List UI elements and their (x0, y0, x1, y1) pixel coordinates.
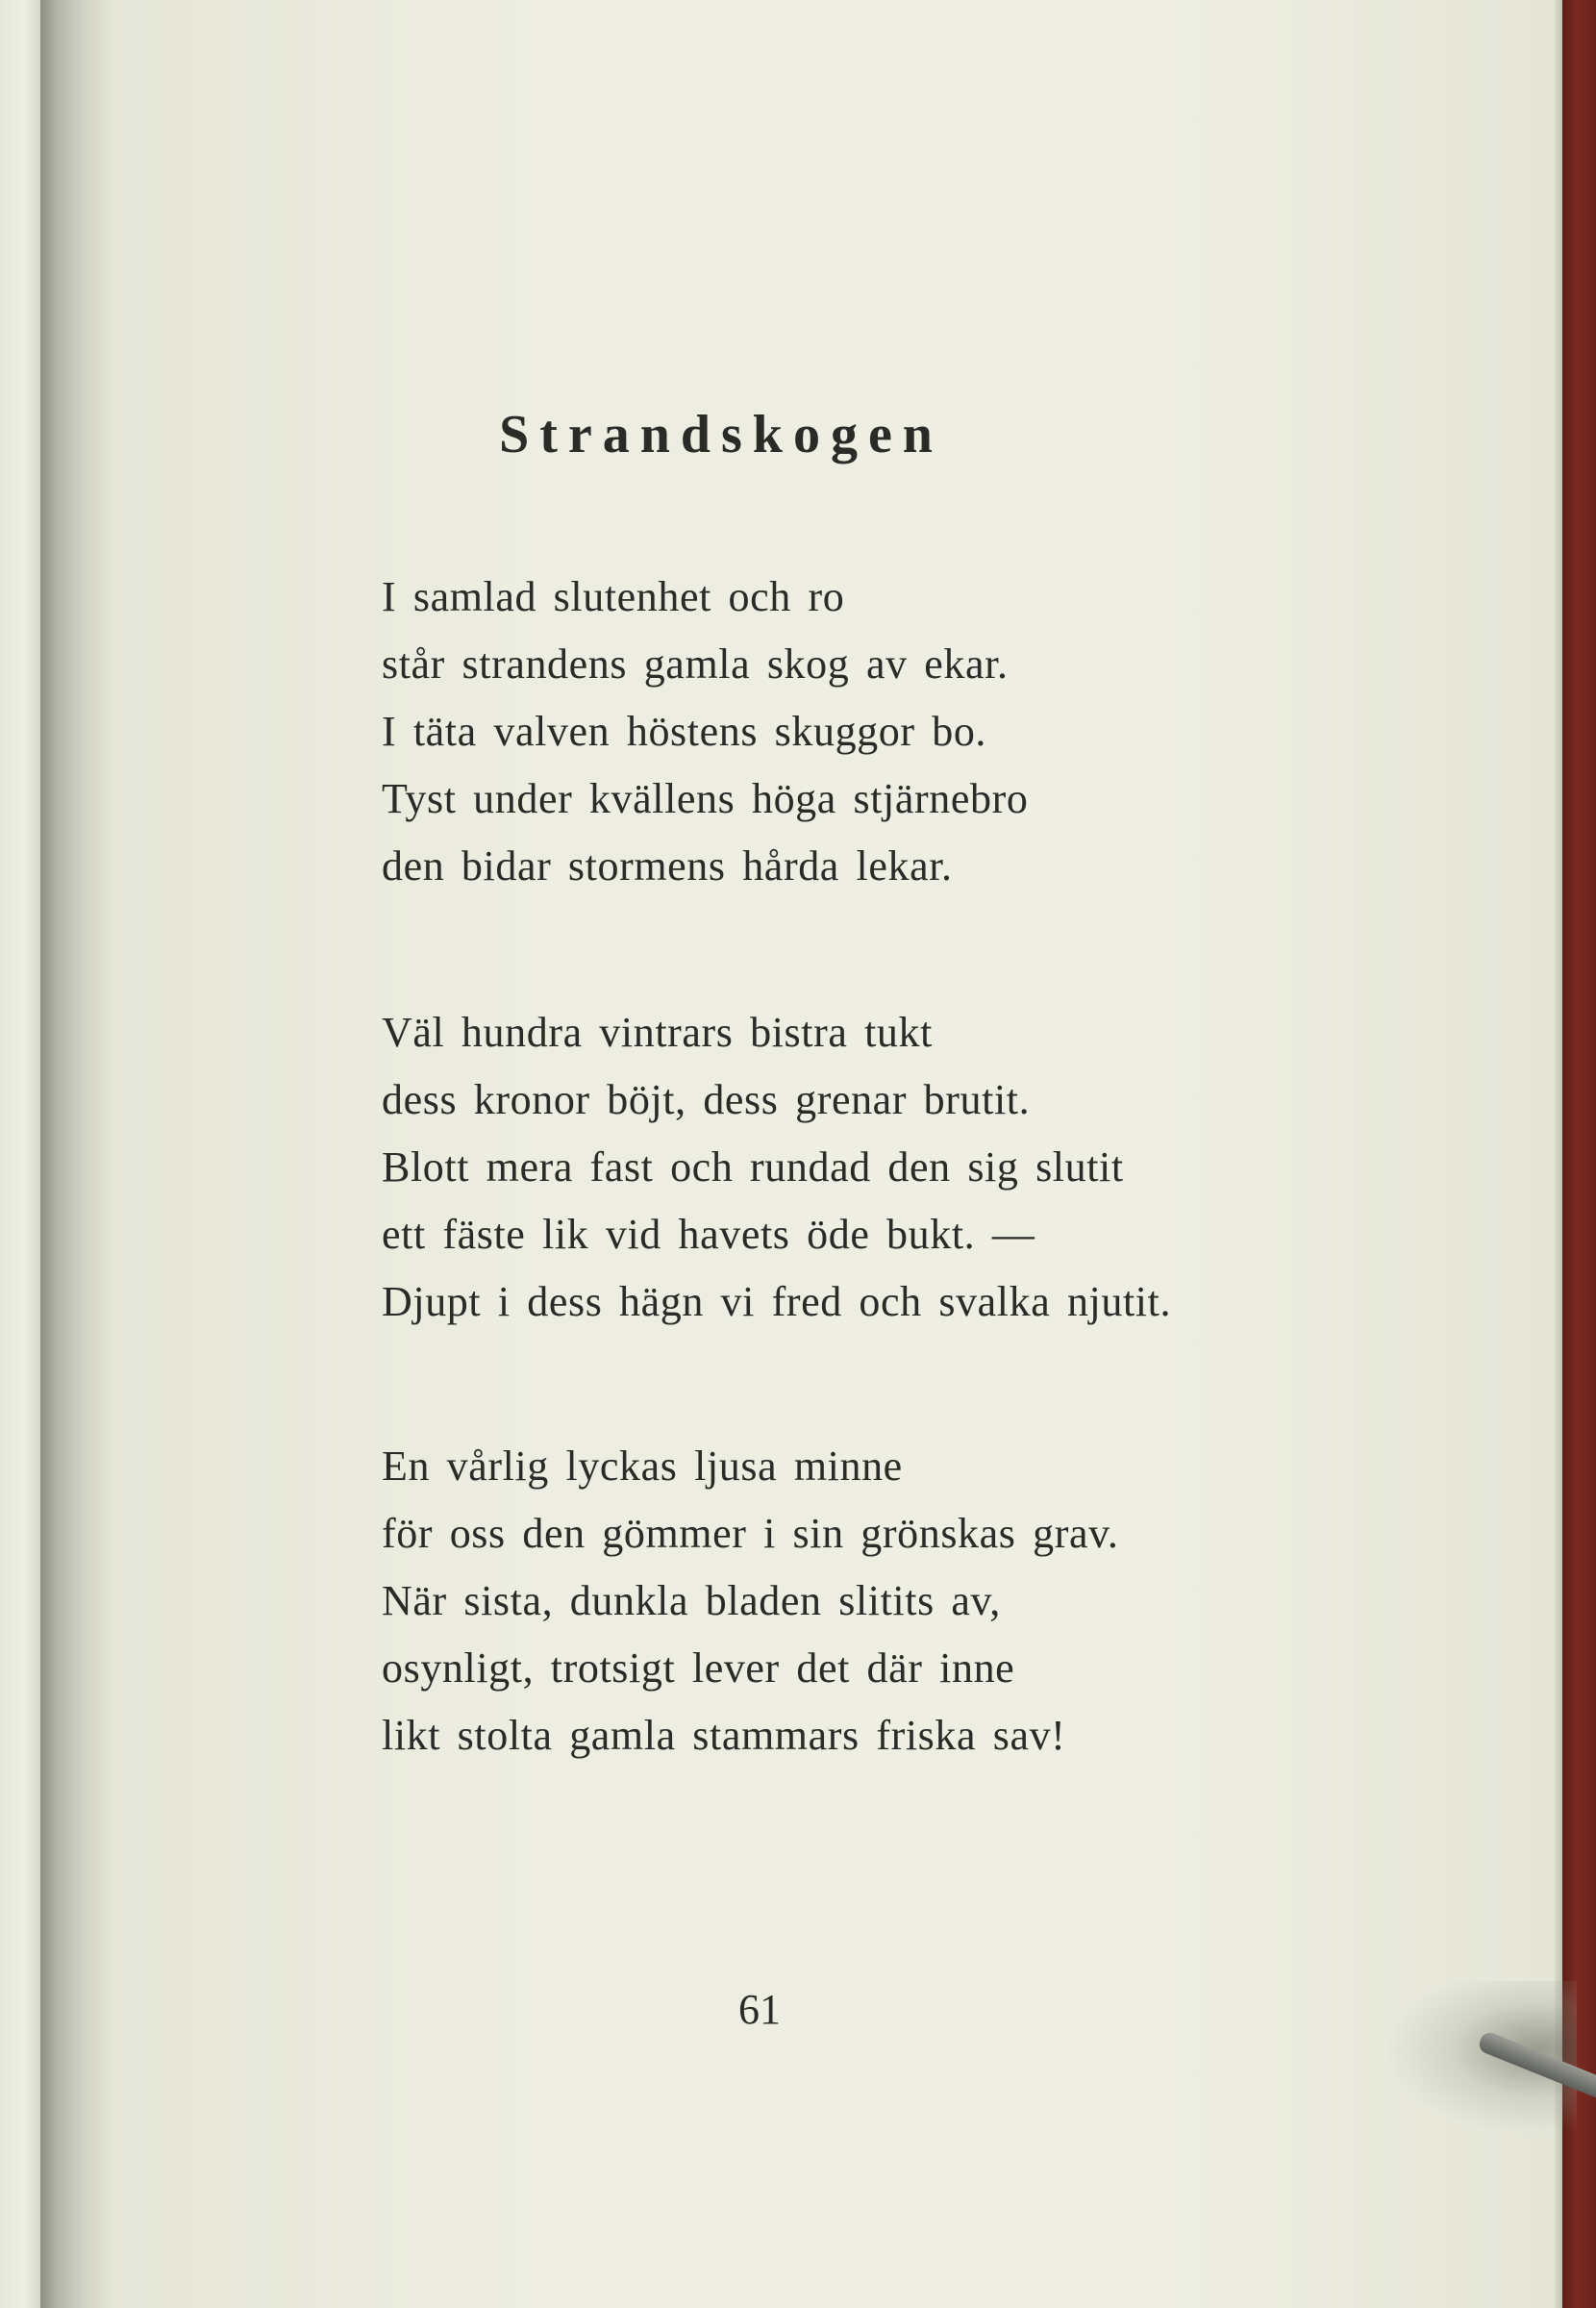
poem-line: En vårlig lyckas ljusa minne (382, 1442, 903, 1490)
poem-line: Tyst under kvällens höga stjärnebro (382, 775, 1029, 822)
poem-line: ett fäste lik vid havets öde bukt. — (382, 1211, 1035, 1258)
poem-line: står strandens gamla skog av ekar. (382, 640, 1009, 688)
stanza-1 (382, 564, 1343, 900)
page-number: 61 (738, 1986, 781, 2033)
poem-line: I samlad slutenhet och ro (382, 573, 845, 620)
stanza-3 (382, 1433, 1343, 1769)
poem-line: för oss den gömmer i sin grönskas grav. (382, 1510, 1119, 1557)
poem-line: likt stolta gamla stammars friska sav! (382, 1712, 1066, 1759)
stanza-2 (382, 999, 1343, 1336)
poem-line: den bidar stormens hårda lekar. (382, 842, 953, 890)
poem-title: Strandskogen (499, 405, 943, 464)
poem-line: osynligt, trotsigt lever det där inne (382, 1644, 1015, 1692)
poem-line: dess kronor böjt, dess grenar brutit. (382, 1076, 1031, 1123)
poem-line: I täta valven höstens skuggor bo. (382, 708, 987, 755)
poem-line: Väl hundra vintrars bistra tukt (382, 1009, 933, 1056)
poem-line: Djupt i dess hägn vi fred och svalka njutit. (382, 1278, 1172, 1325)
poem-line: Blott mera fast och rundad den sig slutit (382, 1143, 1124, 1191)
poem-line: När sista, dunkla bladen slitits av, (382, 1577, 1001, 1624)
